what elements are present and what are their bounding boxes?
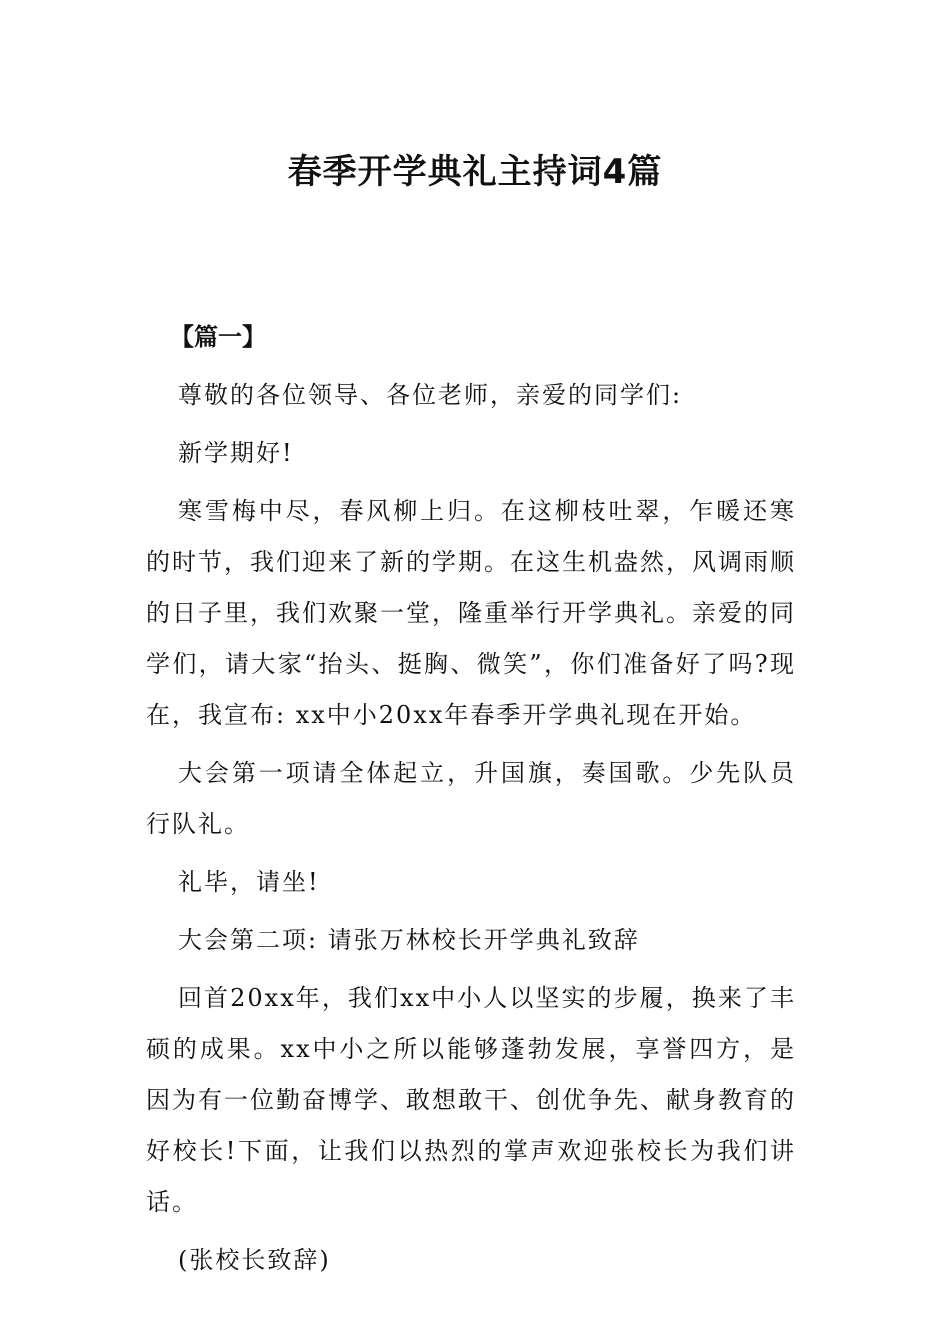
document-body (146, 312, 796, 1286)
paragraph-opening: 寒雪梅中尽，春风柳上归。在这柳枝吐翠，乍暖还寒的时节，我们迎来了新的学期。在这生机盎然，风调雨顺的日子里，我们欢聚一堂，隆重举行开学典礼。亲爱的同学们，请大家“抬头、挺胸、微笑”，你们准备好了吗?现在，我宣布: xx中小20xx年春季开学典礼现在开始。 (146, 497, 796, 729)
paragraph-salute-done: 礼毕，请坐! (178, 868, 320, 896)
paragraph-item-one: 大会第一项请全体起立，升国旗，奏国歌。少先队员行队礼。 (146, 759, 796, 838)
section-heading: 【篇一】 (170, 323, 266, 351)
paragraph-review: 回首20xx年，我们xx中小人以坚实的步履，换来了丰硕的成果。xx中小之所以能够蓬勃发展，享誉四方，是因为有一位勤奋博学、敢想敢干、创优争先、献身教育的好校长!下面，让我们以热烈的掌声欢迎张校长为我们讲话。 (146, 984, 796, 1216)
paragraph-principal-speech: (张校长致辞) (178, 1246, 331, 1274)
paragraph-greeting: 尊敬的各位领导、各位老师，亲爱的同学们: (178, 381, 683, 409)
paragraph-new-term: 新学期好! (178, 439, 294, 467)
document-title: 春季开学典礼主持词4篇 (287, 152, 663, 192)
paragraph-item-two: 大会第二项: 请张万林校长开学典礼致辞 (178, 926, 640, 954)
